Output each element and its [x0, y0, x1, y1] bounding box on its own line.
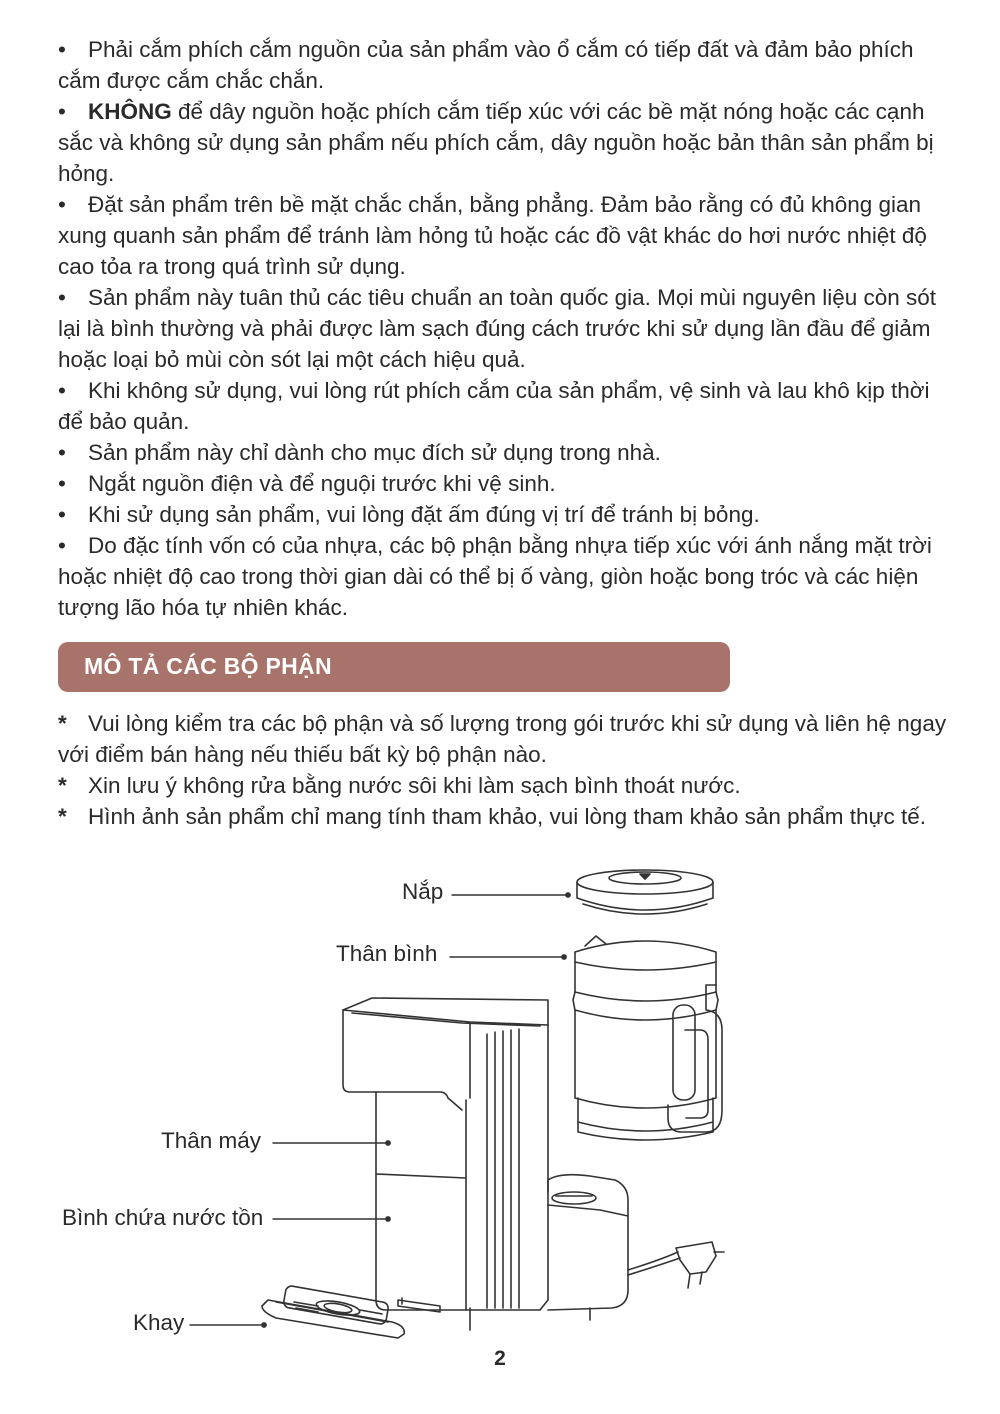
leader-line-tray — [190, 1323, 266, 1327]
leader-line-tank — [273, 1217, 390, 1221]
label-jar: Thân bình — [336, 941, 438, 966]
bullet-dot-icon: • — [58, 285, 66, 310]
asterisk-icon: * — [58, 773, 67, 798]
note-item — [58, 770, 948, 801]
bullet-text: Sản phẩm này tuân thủ các tiêu chuẩn an toàn quốc gia. Mọi mùi nguyên liệu còn sót lại là bình thường và phải được làm sạch đúng cách trước khi sử dụng lần đầu để giảm hoặc loại bỏ mùi còn sót lại một cách hiệu quả. — [58, 285, 937, 372]
page-number: 2 — [494, 1347, 506, 1370]
bullet-item — [58, 468, 948, 499]
bullet-item — [58, 96, 948, 189]
label-tray: Khay — [133, 1310, 185, 1335]
bullet-dot-icon: • — [58, 471, 66, 496]
notes-list — [58, 708, 948, 832]
bullet-text: Khi không sử dụng, vui lòng rút phích cắm của sản phẩm, vệ sinh và lau khô kịp thời để bảo quản. — [58, 378, 930, 434]
bullet-bold-text: KHÔNG — [88, 99, 172, 124]
note-item — [58, 801, 948, 832]
asterisk-icon: * — [58, 711, 67, 736]
bullet-text: Phải cắm phích cắm nguồn của sản phẩm vào ổ cắm có tiếp đất và đảm bảo phích cắm được cắm chắc chắn. — [58, 37, 914, 93]
leader-line-lid — [452, 893, 570, 897]
leader-line-jar — [450, 955, 566, 959]
bullet-dot-icon: • — [58, 37, 66, 62]
bullet-item — [58, 437, 948, 468]
bullet-text: Ngắt nguồn điện và để nguội trước khi vệ sinh. — [88, 471, 556, 496]
bullet-dot-icon: • — [58, 440, 66, 465]
jar-drawing — [573, 936, 722, 1140]
parts-diagram — [0, 860, 1000, 1340]
note-text: Hình ảnh sản phẩm chỉ mang tính tham khảo, vui lòng tham khảo sản phẩm thực tế. — [88, 804, 927, 829]
safety-bullet-list — [58, 34, 948, 623]
bullet-dot-icon: • — [58, 378, 66, 403]
machine-body-drawing — [343, 998, 724, 1330]
bullet-item — [58, 34, 948, 96]
bullet-dot-icon: • — [58, 192, 66, 217]
bullet-text: Đặt sản phẩm trên bề mặt chắc chắn, bằng phẳng. Đảm bảo rằng có đủ không gian xung quanh sản phẩm để tránh làm hỏng tủ hoặc các đồ vật khác do hơi nước nhiệt độ cao tỏa ra trong quá trình sử dụng. — [58, 192, 927, 279]
bullet-text: Sản phẩm này chỉ dành cho mục đích sử dụng trong nhà. — [88, 440, 661, 465]
bullet-item — [58, 282, 948, 375]
bullet-item — [58, 375, 948, 437]
asterisk-icon: * — [58, 804, 67, 829]
label-body: Thân máy — [161, 1128, 262, 1153]
bullet-text: Do đặc tính vốn có của nhựa, các bộ phận bằng nhựa tiếp xúc với ánh nắng mặt trời hoặc nhiệt độ cao trong thời gian dài có thể bị ố vàng, giòn hoặc bong tróc và các hiện tượng lão hóa tự nhiên khác. — [58, 533, 932, 620]
drip-tray-drawing — [262, 1285, 404, 1338]
bullet-dot-icon: • — [58, 533, 66, 558]
appliance-illustration — [0, 860, 1000, 1340]
label-tank: Bình chứa nước tồn — [62, 1205, 264, 1230]
bullet-text: để dây nguồn hoặc phích cắm tiếp xúc với các bề mặt nóng hoặc các cạnh sắc và không sử dụng sản phẩm nếu phích cắm, dây nguồn hoặc bản thân sản phẩm bị hỏng. — [58, 99, 934, 186]
lid-drawing — [577, 870, 713, 914]
bullet-item — [58, 499, 948, 530]
section-title: MÔ TẢ CÁC BỘ PHẬN — [84, 653, 332, 679]
note-item — [58, 708, 948, 770]
bullet-item — [58, 530, 948, 623]
note-text: Vui lòng kiểm tra các bộ phận và số lượng trong gói trước khi sử dụng và liên hệ ngay với điểm bán hàng nếu thiếu bất kỳ bộ phận nào. — [58, 711, 947, 767]
note-text: Xin lưu ý không rửa bằng nước sôi khi làm sạch bình thoát nước. — [88, 773, 741, 798]
bullet-dot-icon: • — [58, 99, 66, 124]
section-heading-banner — [58, 642, 730, 692]
bullet-item — [58, 189, 948, 282]
bullet-text: Khi sử dụng sản phẩm, vui lòng đặt ấm đúng vị trí để tránh bị bỏng. — [88, 502, 760, 527]
bullet-dot-icon: • — [58, 502, 66, 527]
leader-line-body — [273, 1141, 390, 1145]
label-lid: Nắp — [402, 879, 444, 904]
